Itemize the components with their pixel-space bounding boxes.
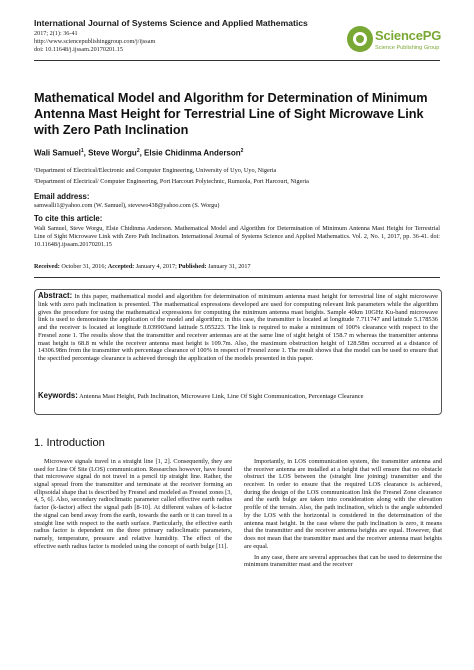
email-addresses[interactable]: samwalli1@yahoo.com (W. Samuel), stevewo438@yahoo.com (S. Worgu) — [34, 202, 220, 209]
publisher-logo — [347, 26, 445, 64]
body-column-right — [244, 458, 442, 569]
keywords-label: Keywords: — [38, 391, 78, 400]
affiliation-1: ¹Department of Electrical/Electronic and Computer Engineering, University of Uyo, Uyo, Nigeria — [34, 167, 277, 174]
accepted-date: January 4, 2017; — [135, 263, 177, 270]
author-name: Steve Worgu — [88, 148, 137, 158]
dates-divider — [34, 277, 440, 278]
author-affil-mark: 2 — [240, 148, 244, 154]
article-title: Mathematical Model and Algorithm for Determination of Minimum Antenna Mast Height for Terrestrial Line of Sight Microwave Link with Zero Path Inclination — [34, 91, 428, 137]
accepted-label: Accepted: — [107, 263, 135, 270]
citation-text: Wali Samuel, Steve Worgu, Elsie Chidinma Anderson. Mathematical Model and Algorithm for Determination of Minimum Antenna Mast Height for Terrestrial Line of Sight Microwave Link with Zero Path Inclination. International Journal of Systems Science and Applied Mathematics. Vol. 2, No. 1, 2017, pp. 36-41. doi: 10.11648/j.ijssam.20170201.15 — [34, 225, 440, 248]
published-date: January 31, 2017 — [208, 263, 251, 270]
abstract — [38, 292, 438, 363]
paragraph: Importantly, in LOS communication system, the transmitter antenna and the receiver antenna are installed at a height that will ensure that no obstacle obstruct the LOS between the (straight line joining) transmitter and the receiver. In order to ensure that the required LOS clearance is achieved, during the design of the LOS communication link the Fresnel Zone clearance and the earth bulge are taken into consideration along with the elevation profile of the terrain. Also, the path inclination, which is the angle subtended by the LOS with the horizontal is considered in the determination of the antenna mast height. In the case where the path inclination is zero, it means that the transmitter and the receiver antenna heights are equal. However, that does not mean that the transmitter mast and the receiver antenna mast heights are equal. — [244, 458, 442, 550]
author-name: Wali Samuel — [34, 148, 81, 158]
paragraph: Microwave signals travel in a straight line [1, 2]. Consequently, they are used for Line Of Site (LOS) communication. Researches however, have found that microwave signal do not travel in a pencil tip straight line. Rather, the signal spread from the transmitter and terminate at the receiver forming an ellipsoidal shape that is described by Fresnel and modeled as Fresnel zones [3, 4, 5, 6]. Also, secondary radioclimatic parameter called effective earth radius factor (k-factor) affect the signal path [8-10]. At different values of k-factor the signal can bend away from the earth, towards the earth or it can travel in a straight line with respect to the earth surface. Particularly, the effective earth radius factor is dependent on the three primary radioclimatic parameters, namely, temperature, pressure and relative humidity. The effect of the effective earth radius factor is modeled using the concept of earth bulge [11]. — [34, 458, 232, 550]
section-heading: 1. Introduction — [34, 437, 105, 449]
received-date: October 31, 2016; — [61, 263, 107, 270]
author-list: Wali Samuel$^1$, Steve Worgu$^2$, Elsie Chidinma Anderson$^2$ — [34, 148, 244, 158]
logo-text: SciencePG — [375, 28, 442, 43]
logo-mark-icon — [347, 26, 373, 52]
journal-name: International Journal of Systems Science and Applied Mathematics — [34, 18, 308, 28]
journal-url[interactable]: http://www.sciencepublishinggroup.com/j/ijssam — [34, 38, 156, 45]
abstract-text: In this paper, mathematical model and algorithm for determination of minimum antenna mast height for terrestrial line of sight microwave link with zero path inclination is presented. The mathematical expressions developed are used for computing relevant link parameters while the algorithm gives the procedure for using the mathematical expressions for computing the minimum antenna mast heights. Sample 40km 10GHz Ku-band microwave link is used to demonstrate the application of the model and algorithm; in this case, the transmitter is located at longitude 7.711747 and latitude 5.178536 and the receiver is located at longitude 8.039903and latitude 5.055223. The link is required to make a minimum of 100% clearance with respect to the Fresnel zone 1. The results show that the transmitter and receiver antennas are at the same line of sight height of 158.7 m whereas the transmitter antenna mast height is 68.8 m while the receiver antenna mast height is 109.7m. Also, the maximum obstruction height of 128.58m occurred at a distance of 14306.98m from the transmitter with percentage clearance of 100% in respect of Fresnel zone 1. The result shows that the model can be used to ensure that the specified percentage clearance is achieved through the application of the models presented in this paper. — [38, 293, 438, 362]
journal-doi[interactable]: doi: 10.11648/j.ijssam.20170201.15 — [34, 46, 123, 53]
journal-issue: 2017; 2(1): 36-41 — [34, 30, 78, 37]
keywords — [38, 392, 438, 401]
received-label: Received: — [34, 263, 60, 270]
author-affil-mark: 2 — [136, 148, 140, 154]
article-dates — [34, 263, 251, 270]
affiliation-2: ²Department of Electrical/ Computer Engineering, Port Harcourt Polytechnic, Rumuola, Port Harcourt, Nigeria — [34, 178, 309, 185]
published-label: Published: — [178, 263, 207, 270]
body-column-left — [34, 458, 232, 550]
logo-subtitle: Science Publishing Group — [375, 45, 440, 51]
author-affil-mark: 1 — [80, 148, 84, 154]
abstract-label: Abstract: — [38, 291, 73, 300]
author-name: Elsie Chidinma Anderson — [144, 148, 241, 158]
paragraph: In any case, there are several approaches that can be used to determine the minimum transmitter mast and the receiver — [244, 553, 442, 569]
email-label: Email address: — [34, 192, 90, 201]
keywords-text: Antenna Mast Height, Path Inclination, Microwave Link, Line Of Sight Communication, Percentage Clearance — [79, 393, 364, 400]
cite-label: To cite this article: — [34, 214, 103, 223]
header-divider — [34, 60, 440, 61]
